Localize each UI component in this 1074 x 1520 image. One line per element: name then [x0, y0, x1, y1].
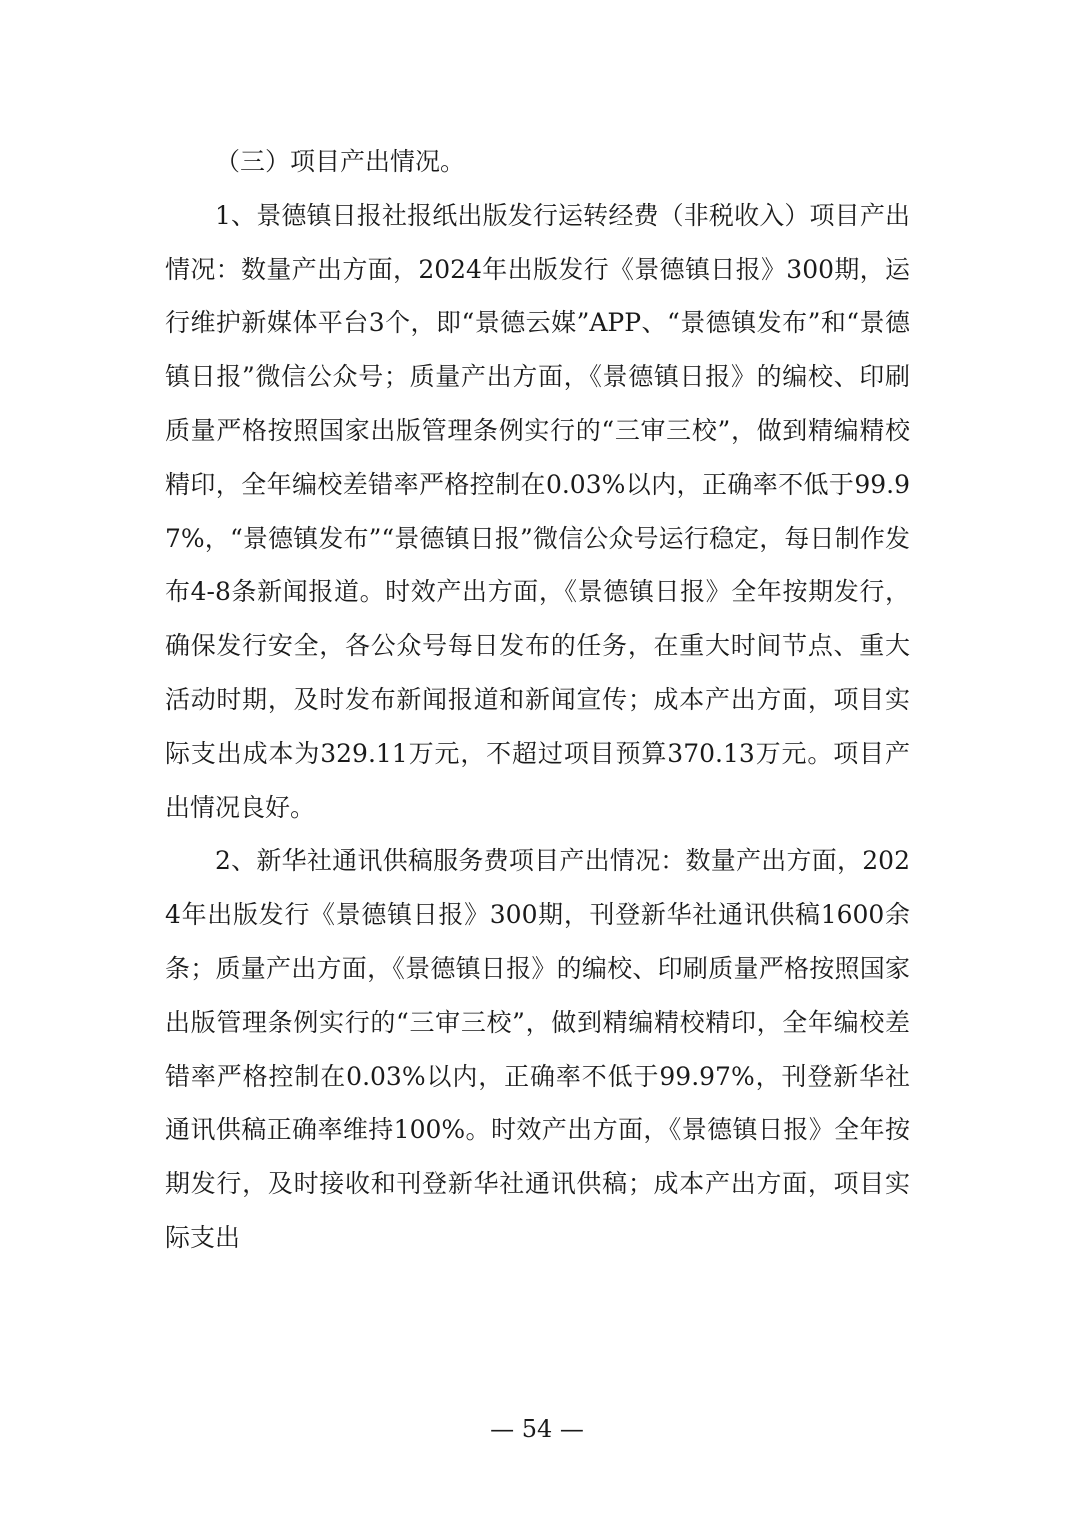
- document-body: [165, 135, 910, 1265]
- section-heading: （三）项目产出情况。: [215, 147, 466, 176]
- paragraph-xinhua-supply: 2、新华社通讯供稿服务费项目产出情况：数量产出方面，2024年出版发行《景德镇日报》300期，刊登新华社通讯供稿1600余条；质量产出方面，《景德镇日报》的编校、印刷质量严格按照国家出版管理条例实行的“三审三校”，做到精编精校精印，全年编校差错率严格控制在0.03%以内，正确率不低于99.97%，刊登新华社通讯供稿正确率维持100%。时效产出方面，《景德镇日报》全年按期发行，及时接收和刊登新华社通讯供稿；成本产出方面，项目实际支出: [165, 846, 910, 1252]
- page-number: — 54 —: [490, 1415, 584, 1443]
- paragraph-newspaper-publishing: 1、景德镇日报社报纸出版发行运转经费（非税收入）项目产出情况：数量产出方面，2024年出版发行《景德镇日报》300期，运行维护新媒体平台3个，即“景德云媒”APP、“景德镇发布”和“景德镇日报”微信公众号；质量产出方面，《景德镇日报》的编校、印刷质量严格按照国家出版管理条例实行的“三审三校”，做到精编精校精印，全年编校差错率严格控制在0.03%以内，正确率不低于99.97%，“景德镇发布”“景德镇日报”微信公众号运行稳定，每日制作发布4-8条新闻报道。时效产出方面，《景德镇日报》全年按期发行，确保发行安全，各公众号每日发布的任务，在重大时间节点、重大活动时期，及时发布新闻报道和新闻宣传；成本产出方面，项目实际支出成本为329.11万元，不超过项目预算370.13万元。项目产出情况良好。: [165, 200, 910, 822]
